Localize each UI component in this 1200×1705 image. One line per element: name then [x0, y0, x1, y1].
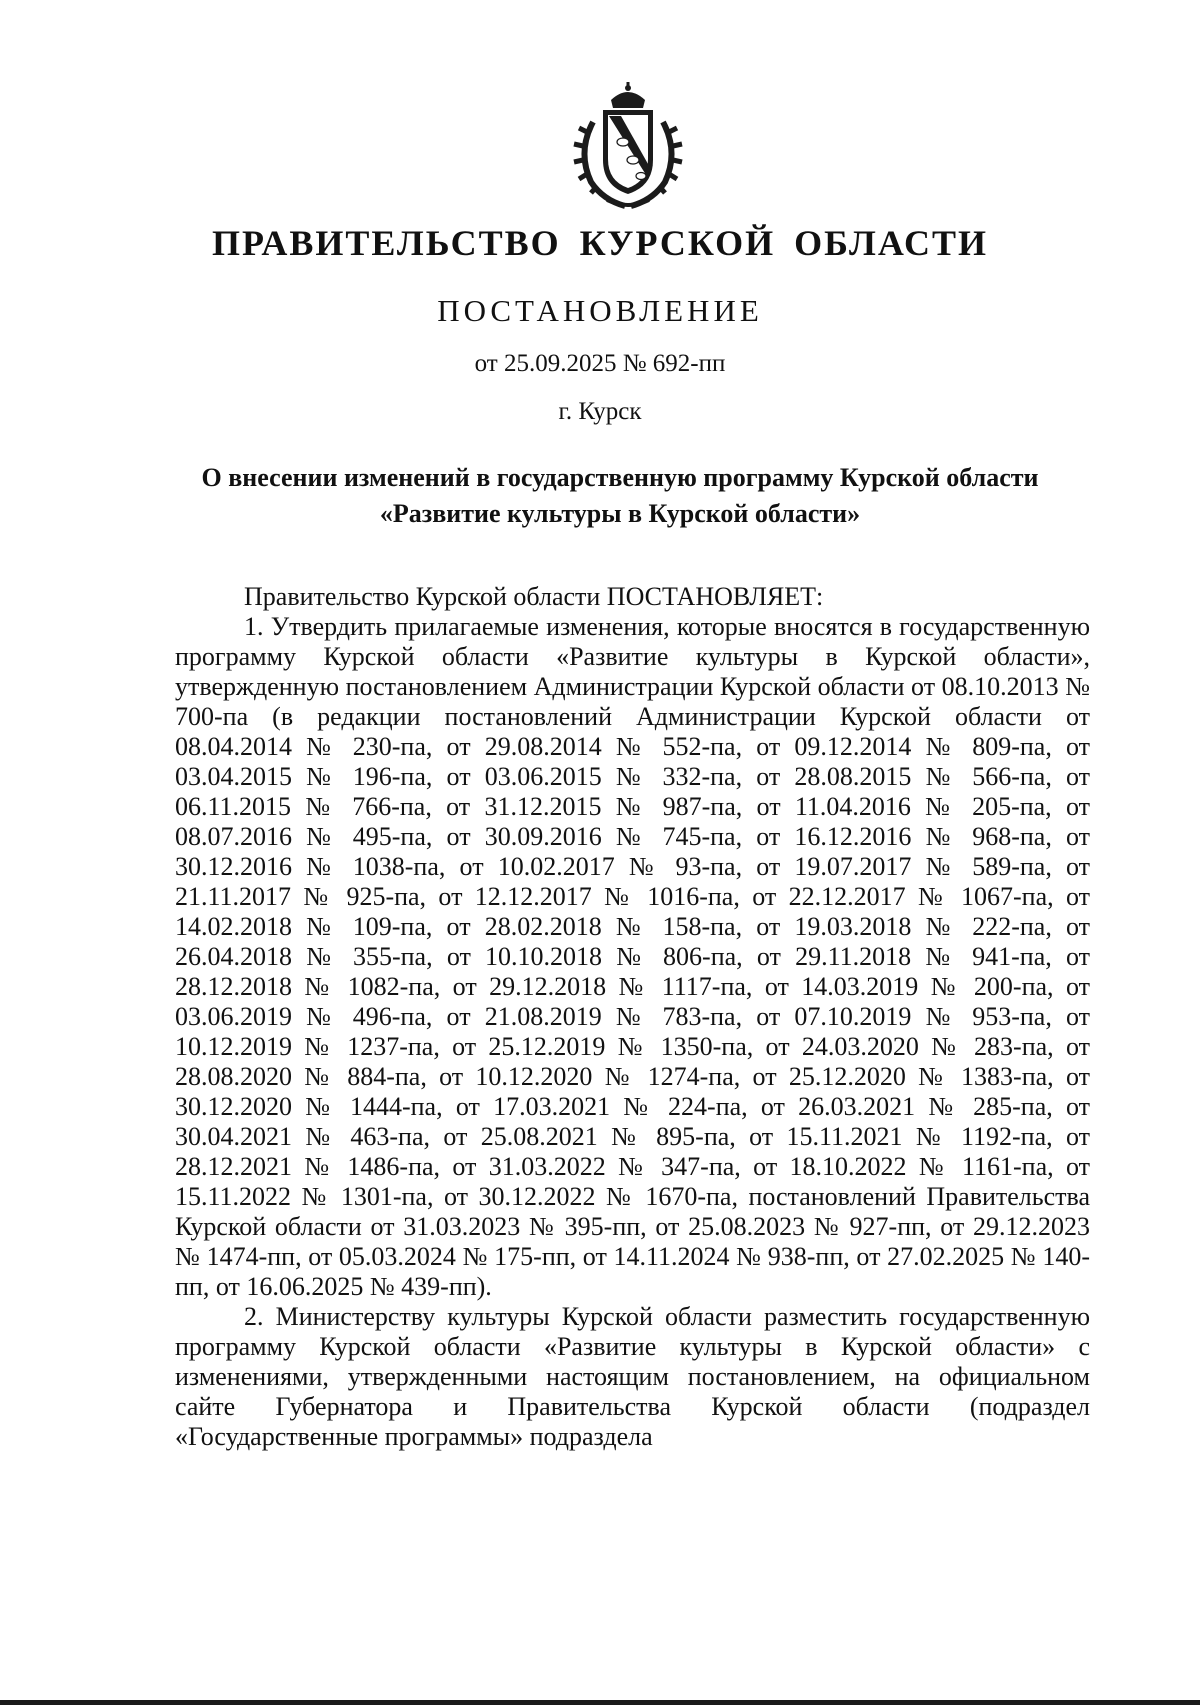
document-place: г. Курск [558, 398, 642, 425]
body-item-2: 2. Министерству культуры Курской области разместить государственную программу Курской области «Развитие культуры в Курской области» с изменениями, утвержденными настоящим постановлением, на официальном сайте Губернатора и Правительства Курской области (подраздел «Государственные программы» подраздела [175, 1302, 1090, 1451]
subject-line-1: О внесении изменений в государственную программу Курской области [201, 463, 1039, 492]
body-intro: Правительство Курской области ПОСТАНОВЛЯЕТ: [244, 582, 824, 611]
coat-of-arms-icon [563, 82, 693, 212]
document-type: ПОСТАНОВЛЕНИЕ [437, 293, 763, 328]
document-date-number: от 25.09.2025 № 692-пп [474, 350, 726, 377]
document-body [175, 582, 1090, 1452]
scan-edge-line [0, 1700, 1200, 1705]
document-subject [150, 460, 1090, 532]
body-item-1: 1. Утвердить прилагаемые изменения, которые вносятся в государственную программу Курской области «Развитие культуры в Курской области», утвержденную постановлением Администрации Курской области от 08.10.2013 № 700-па (в редакции постановлений Администрации Курской области от 08.04.2014 № 230-па, от 29.08.2014 № 552-па, от 09.12.2014 № 809-па, от 03.04.2015 № 196-па, от 03.06.2015 № 332-па, от 28.08.2015 № 566-па, от 06.11.2015 № 766-па, от 31.12.2015 № 987-па, от 11.04.2016 № 205-па, от 08.07.2016 № 495-па, от 30.09.2016 № 745-па, от 16.12.2016 № 968-па, от 30.12.2016 № 1038-па, от 10.02.2017 № 93-па, от 19.07.2017 № 589-па, от 21.11.2017 № 925-па, от 12.12.2017 № 1016-па, от 22.12.2017 № 1067-па, от 14.02.2018 № 109-па, от 28.02.2018 № 158-па, от 19.03.2018 № 222-па, от 26.04.2018 № 355-па, от 10.10.2018 № 806-па, от 29.11.2018 № 941-па, от 28.12.2018 № 1082-па, от 29.12.2018 № 1117-па, от 14.03.2019 № 200-па, от 03.06.2019 № 496-па, от 21.08.2019 № 783-па, от 07.10.2019 № 953-па, от 10.12.2019 № 1237-па, от 25.12.2019 № 1350-па, от 24.03.2020 № 283-па, от 28.08.2020 № 884-па, от 10.12.2020 № 1274-па, от 25.12.2020 № 1383-па, от 30.12.2020 № 1444-па, от 17.03.2021 № 224-па, от 26.03.2021 № 285-па, от 30.04.2021 № 463-па, от 25.08.2021 № 895-па, от 15.11.2021 № 1192-па, от 28.12.2021 № 1486-па, от 31.03.2022 № 347-па, от 18.10.2022 № 1161-па, от 15.11.2022 № 1301-па, от 30.12.2022 № 1670-па, постановлений Правительства Курской области от 31.03.2023 № 395-пп, от 25.08.2023 № 927-пп, от 29.12.2023 № 1474-пп, от 05.03.2024 № 175-пп, от 14.11.2024 № 938-пп, от 27.02.2025 № 140-пп, от 16.06.2025 № 439-пп). [175, 612, 1090, 1301]
subject-line-2: «Развитие культуры в Курской области» [379, 499, 861, 528]
organization-title: ПРАВИТЕЛЬСТВО КУРСКОЙ ОБЛАСТИ [211, 223, 989, 263]
